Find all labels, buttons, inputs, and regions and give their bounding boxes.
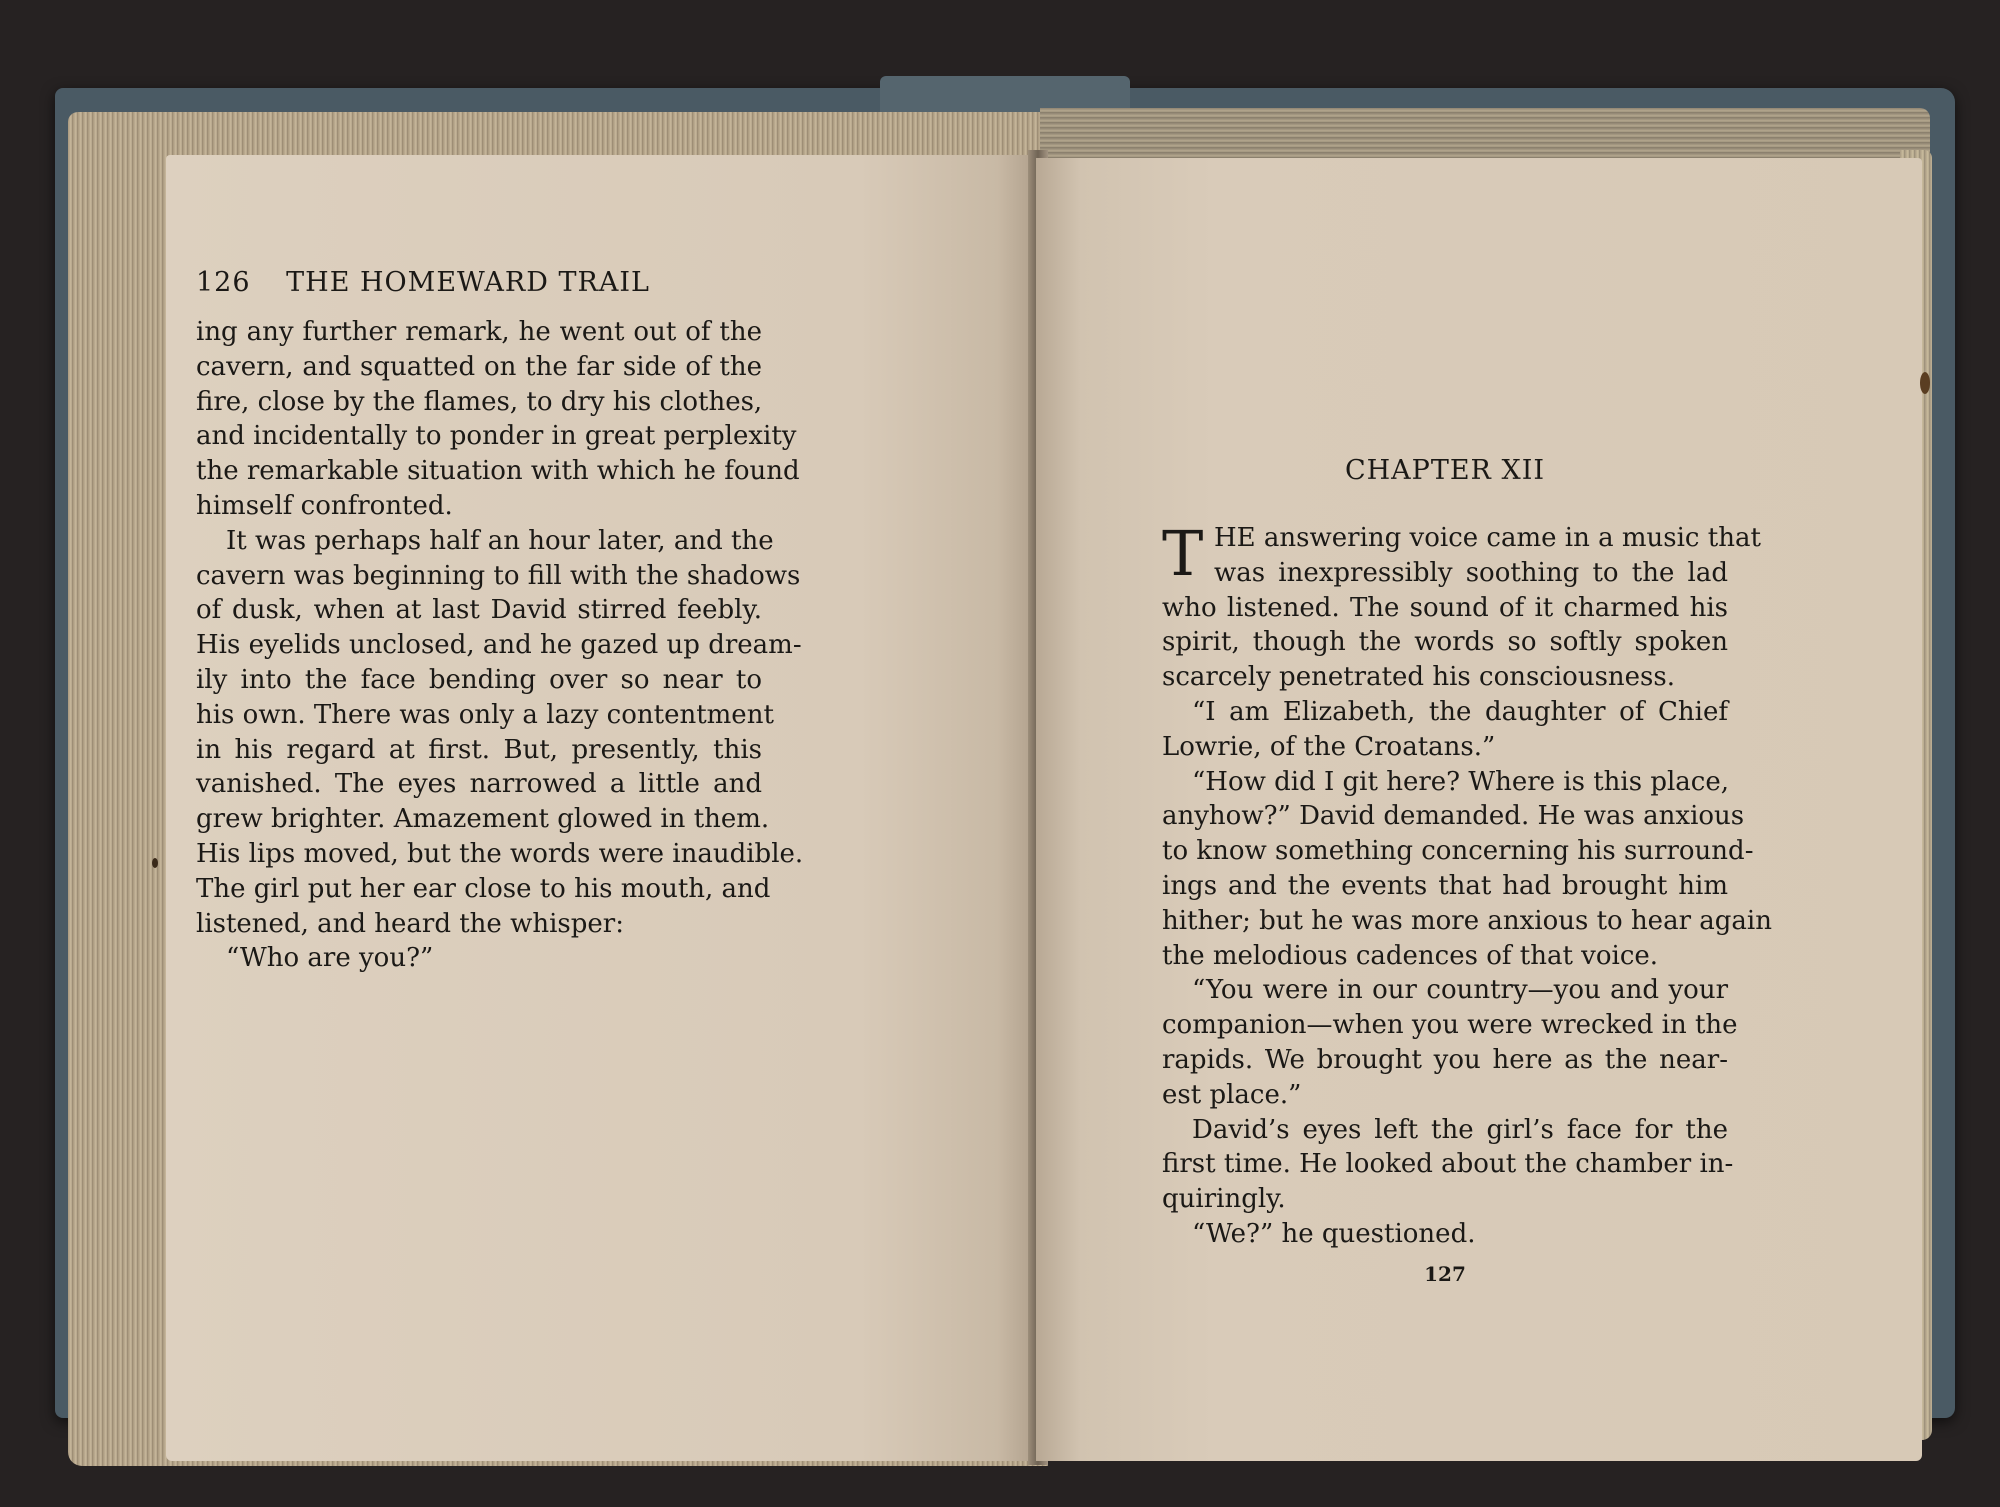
text-line: the remarkable situation with which he found [196,456,800,487]
text-line: His lips moved, but the words were inaudible. [196,838,804,869]
left-page-number: 126 [196,267,251,298]
text-line: vanished. The eyes narrowed a little and [196,769,762,800]
text-line: rapids. We brought you here as the near- [1162,1044,1728,1075]
text-line: His eyelids unclosed, and he gazed up dream- [196,630,802,661]
text-line: companion—when you were wrecked in the [1162,1010,1738,1041]
text-line: first time. He looked about the chamber in- [1162,1149,1734,1180]
text-line: his own. There was only a lazy contentment [196,699,774,730]
text-line: to know something concerning his surround- [1162,836,1754,867]
text-line: David’s eyes left the girl’s face for the [1192,1114,1728,1145]
text-line: scarcely penetrated his consciousness. [1162,662,1676,693]
text-line: hither; but he was more anxious to hear again [1162,905,1772,936]
paper-stain [1920,372,1930,394]
text-line: “I am Elizabeth, the daughter of Chief [1192,696,1728,727]
text-line: Lowrie, of the Croatans.” [1162,731,1496,762]
drop-cap: T [1162,517,1204,590]
left-page-text [196,315,804,976]
text-line: and incidentally to ponder in great perplexity [196,421,797,452]
text-line: in his regard at first. But, presently, this [196,734,762,765]
text-line: “We?” he questioned. [1192,1218,1476,1249]
right-page-text [1162,517,1772,1252]
right-page-number: 127 [1424,1262,1466,1286]
text-line: ing any further remark, he went out of the [196,317,762,347]
text-line: It was perhaps half an hour later, and the [226,525,774,556]
text-line: listened, and heard the whisper: [196,908,624,939]
text-line: “How did I git here? Where is this place, [1192,766,1730,797]
text-line: est place.” [1162,1079,1302,1110]
text-line: spirit, though the words so softly spoken [1162,627,1728,658]
text-line: anyhow?” David demanded. He was anxious [1162,801,1745,832]
text-line: ings and the events that had brought him [1162,870,1728,901]
right-page [1036,158,1922,1461]
opening-line: was inexpressibly soothing to the lad [1214,557,1728,588]
text-line: grew brighter. Amazement glowed in them. [196,804,770,835]
text-line: cavern was beginning to fill with the shadows [196,560,801,591]
text-line: The girl put her ear close to his mouth, and [196,873,771,904]
running-head [196,267,650,298]
text-line: quiringly. [1162,1184,1286,1215]
text-line: cavern, and squatted on the far side of the [196,351,762,382]
text-line: who listened. The sound of it charmed his [1162,592,1728,623]
right-page-stack-top [1040,108,1930,164]
text-line: the melodious cadences of that voice. [1162,940,1659,971]
text-line: “Who are you?” [226,943,434,974]
paper-stain [152,858,158,868]
text-line: ily into the face bending over so near to [196,664,762,695]
text-line: “You were in our country—you and your [1192,975,1728,1006]
left-page [166,155,1032,1461]
chapter-title: CHAPTER XII [1344,455,1546,486]
text-line: of dusk, when at last David stirred feebly. [196,595,762,626]
text-line: fire, close by the flames, to dry his clothes, [196,386,763,417]
opening-line: T HE answering voice came in a music that [1162,517,1761,590]
text-line: himself confronted. [196,490,453,521]
running-head-title: THE HOMEWARD TRAIL [286,267,650,298]
